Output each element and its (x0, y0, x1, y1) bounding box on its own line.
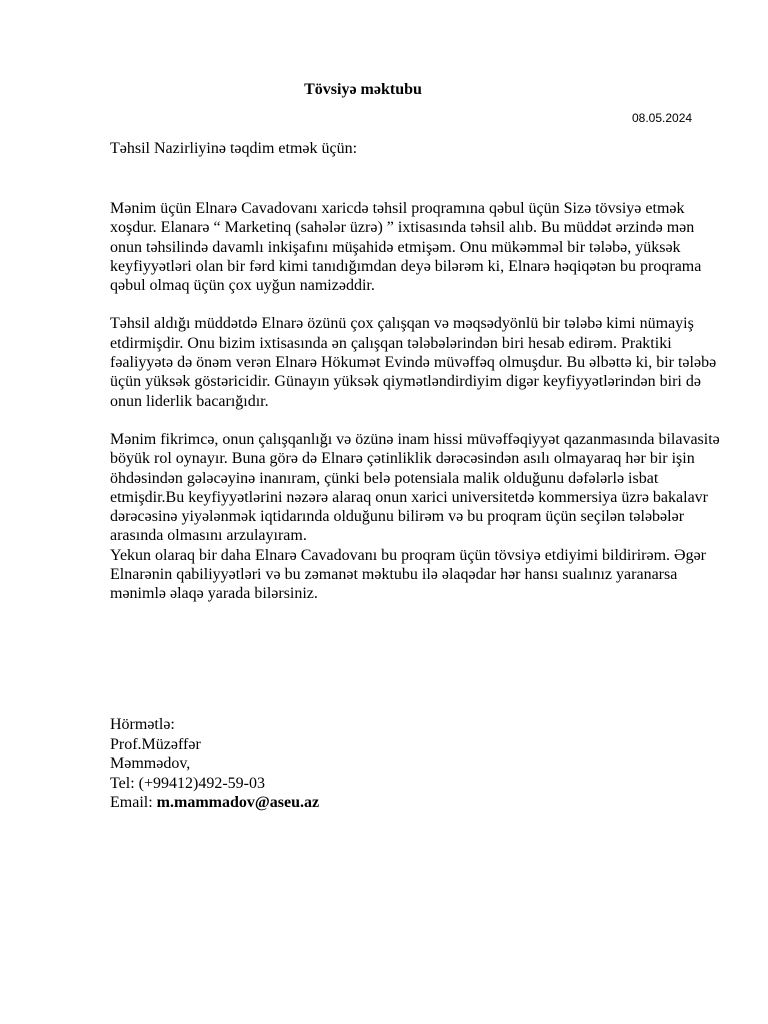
letter-title: Tövsiyə məktubu (304, 81, 422, 98)
signer-name-line1: Prof.Müzəffər (110, 735, 201, 753)
paragraph-4: Yekun olaraq bir daha Elnarə Cavadovanı bu proqram üçün tövsiyə etdiyimi bildirirəm. Əgər Elnarənin qabiliyyətləri və bu zəmanət məktubu ilə əlaqədar hər hansı sualınız yaranarsa mənimlə əlaqə yarada bilərsiniz. (110, 546, 706, 603)
closing-line: Hörmətlə: (110, 716, 175, 733)
paragraph-3: Mənim fikrimcə, onun çalışqanlığı və özünə inam hissi müvəffəqiyyət qazanmasında bilavasitə böyük rol oynayır. Buna görə də Elnarə çətinliklik dərəcəsindən asılı olmayaraq hər bir işin öhdəsindən gələcəyinə inanıram, çünki belə potensiala malik olduğunu dəfələrlə isbat etmişdir.Bu keyfiyyətlərini nəzərə alaraq onun xarici universitetdə kommersiya üzrə bakalavr dərəcəsinə yiyələnmək iqtidarında olduğunu bilirəm və bu proqram üçün seçilən tələbələr arasında olmasını arzulayıram. (110, 430, 720, 545)
letter-body (110, 199, 720, 604)
signature-block (110, 715, 319, 813)
signer-name-line2: Məmmədov, (110, 755, 191, 772)
email-address: m.mammadov@aseu.az (156, 794, 320, 811)
email-line (110, 793, 319, 813)
email-label: Email: (110, 794, 157, 811)
phone-line: Tel: (+99412)492-59-03 (110, 774, 265, 792)
letter-date: 08.05.2024 (632, 111, 693, 125)
paragraph-1: Mənim üçün Elnarə Cavadovanı xaricdə təhsil proqramına qəbul üçün Sizə tövsiyə etmək xoşdur. Elanarə “ Marketinq (sahələr üzrə) ” ixtisasında təhsil alıb. Bu müddət ərzində mən onun təhsilində davamlı inkişafını müşahidə etmişəm. Onu mükəmməl bir tələbə, yüksək keyfiyyətləri olan bir fərd kimi tanıdığımdan deyə bilərəm ki, Elnarə həqiqətən bu proqrama qəbul olmaq üçün çox uyğun namizəddir. (110, 200, 702, 295)
addressee-line: Təhsil Nazirliyinə təqdim etmək üçün: (110, 140, 358, 157)
paragraph-2: Təhsil aldığı müddətdə Elnarə özünü çox çalışqan və məqsədyönlü bir tələbə kimi nümayiş etdirmişdir. Onu bizim ixtisasında ən çalışqan tələbələrindən biri hesab edirəm. Praktiki fəaliyyətə də önəm verən Elnarə Hökumət Evində müvəffəq olmuşdur. Bu əlbəttə ki, bir tələbə üçün yüksək göstəricidir. Günayın yüksək qiymətləndirdiyim digər keyfiyyətlərindən biri də onun liderlik bacarığıdır. (110, 315, 717, 410)
